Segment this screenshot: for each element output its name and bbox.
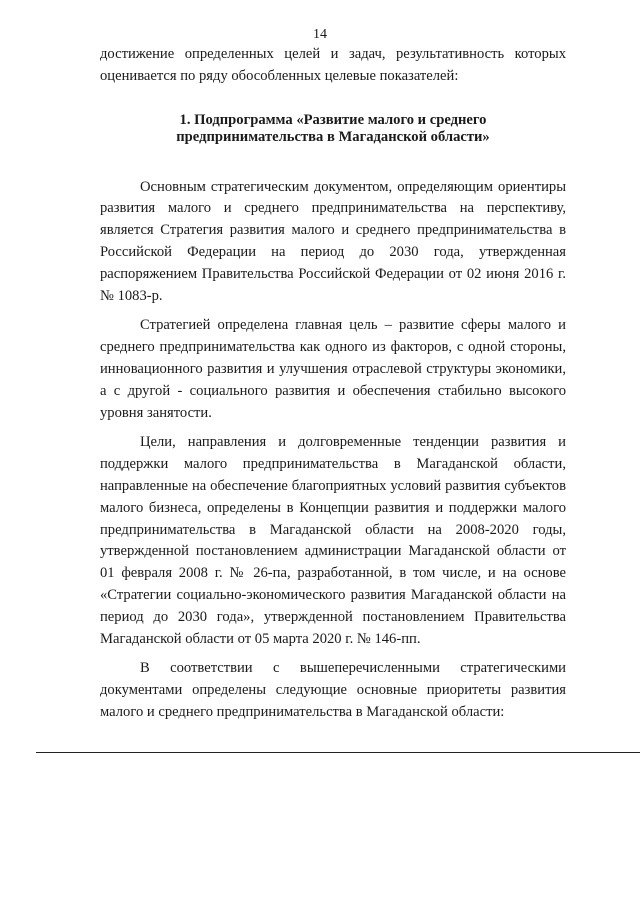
section-heading-line-2: предпринимательства в Магаданской области» <box>176 128 490 145</box>
body-paragraph-3: Цели, направления и долговременные тенденции развития и поддержки малого предпринимательства в Магаданской области, направленные на обеспечение благоприятных условий развития субъектов малого бизнеса, определены в Концепции развития и поддержки малого предпринимательства в Магаданской области на 2008-2020 годы, утвержденной постановлением администрации Магаданской области от 01 февраля 2008 г. № 26-па, разработанной, в том числе, и на основе «Стратегии социально-экономического развития Магаданской области на период до 2030 года», утвержденной постановлением Правительства Магаданской области от 05 марта 2020 г. № 146-пп. <box>100 434 566 647</box>
body-paragraph-4: В соответствии с вышеперечисленными стратегическими документами определены следующие основные приоритеты развития малого и среднего предпринимательства в Магаданской области: <box>100 660 566 720</box>
page-bottom-rule <box>36 752 640 753</box>
intro-paragraph: достижение определенных целей и задач, результативность которых оценивается по ряду обособленных целевые показателей: <box>100 46 566 84</box>
section-heading-line-1: 1. Подпрограмма «Развитие малого и среднего <box>179 111 487 128</box>
body-paragraph-2: Стратегией определена главная цель – развитие сферы малого и среднего предпринимательства как одного из факторов, с одной стороны, инновационного развития и улучшения отраслевой структуры экономики, а с другой - социального развития и обеспечения стабильно высокого уровня занятости. <box>100 317 566 421</box>
body-paragraph-1: Основным стратегическим документом, определяющим ориентиры развития малого и среднего предпринимательства на перспективу, является Стратегия развития малого и среднего предпринимательства в Российской Федерации на период до 2030 года, утвержденная распоряжением Правительства Российской Федерации от 02 июня 2016 г. № 1083-р. <box>100 178 566 304</box>
page-body <box>100 44 566 724</box>
section-heading <box>100 112 566 146</box>
page-number: 14 <box>313 27 327 42</box>
